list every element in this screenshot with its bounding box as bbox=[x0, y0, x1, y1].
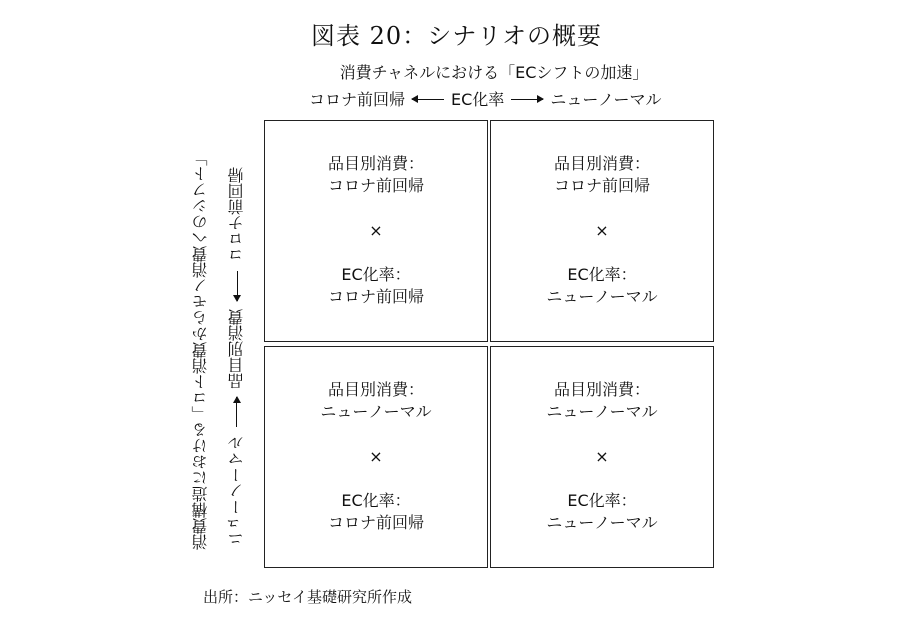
cell-value-consumption: ニューノーマル bbox=[320, 402, 432, 421]
cell-value-ec-rate: ニューノーマル bbox=[546, 513, 658, 532]
cell-value-consumption: コロナ前回帰 bbox=[553, 176, 650, 195]
cross-symbol: × bbox=[595, 221, 609, 240]
cell-label-consumption: 品目別消費： bbox=[553, 380, 650, 399]
cell-label-ec-rate: EC化率： bbox=[567, 491, 637, 510]
top-axis-left-label: コロナ前回帰 bbox=[309, 90, 406, 109]
top-axis-right-label: ニューノーマル bbox=[550, 90, 662, 109]
left-axis-top-label: コロナ前回帰 bbox=[227, 167, 246, 263]
left-axis-title: 消費構造における「コト消費からモノ消費へのシフト」 bbox=[191, 150, 210, 550]
scenario-cell-bottom-left bbox=[264, 346, 488, 568]
cell-label-consumption: 品目別消費： bbox=[327, 154, 424, 173]
up-arrow-icon bbox=[227, 269, 247, 303]
cell-value-ec-rate: ニューノーマル bbox=[546, 287, 658, 306]
left-axis bbox=[227, 142, 247, 547]
cell-label-consumption: 品目別消費： bbox=[327, 380, 424, 399]
cell-value-ec-rate: コロナ前回帰 bbox=[327, 513, 424, 532]
cell-label-ec-rate: EC化率： bbox=[567, 265, 637, 284]
cross-symbol: × bbox=[595, 447, 609, 466]
cross-symbol: × bbox=[369, 221, 383, 240]
scenario-cell-top-right bbox=[490, 120, 714, 342]
scenario-cell-top-left bbox=[264, 120, 488, 342]
cell-label-ec-rate: EC化率： bbox=[341, 265, 411, 284]
cell-value-consumption: コロナ前回帰 bbox=[327, 176, 424, 195]
right-arrow-icon bbox=[509, 91, 545, 107]
left-axis-bottom-label: ニューノーマル bbox=[227, 435, 246, 547]
cell-value-ec-rate: コロナ前回帰 bbox=[327, 287, 424, 306]
top-axis-title: 消費チャネルにおける「ECシフトの加速」 bbox=[339, 63, 649, 82]
top-axis bbox=[309, 87, 662, 110]
cell-label-ec-rate: EC化率： bbox=[341, 491, 411, 510]
left-axis-center-label: 品目別消費 bbox=[227, 309, 246, 389]
top-axis-center-label: EC化率 bbox=[451, 90, 505, 109]
cell-label-consumption: 品目別消費： bbox=[553, 154, 650, 173]
left-arrow-icon bbox=[410, 91, 446, 107]
cell-value-consumption: ニューノーマル bbox=[546, 402, 658, 421]
source-note: 出所：ニッセイ基礎研究所作成 bbox=[203, 588, 412, 606]
cross-symbol: × bbox=[369, 447, 383, 466]
scenario-cell-bottom-right bbox=[490, 346, 714, 568]
down-arrow-icon bbox=[227, 395, 247, 429]
figure-title: 図表 20：シナリオの概要 bbox=[311, 22, 602, 50]
